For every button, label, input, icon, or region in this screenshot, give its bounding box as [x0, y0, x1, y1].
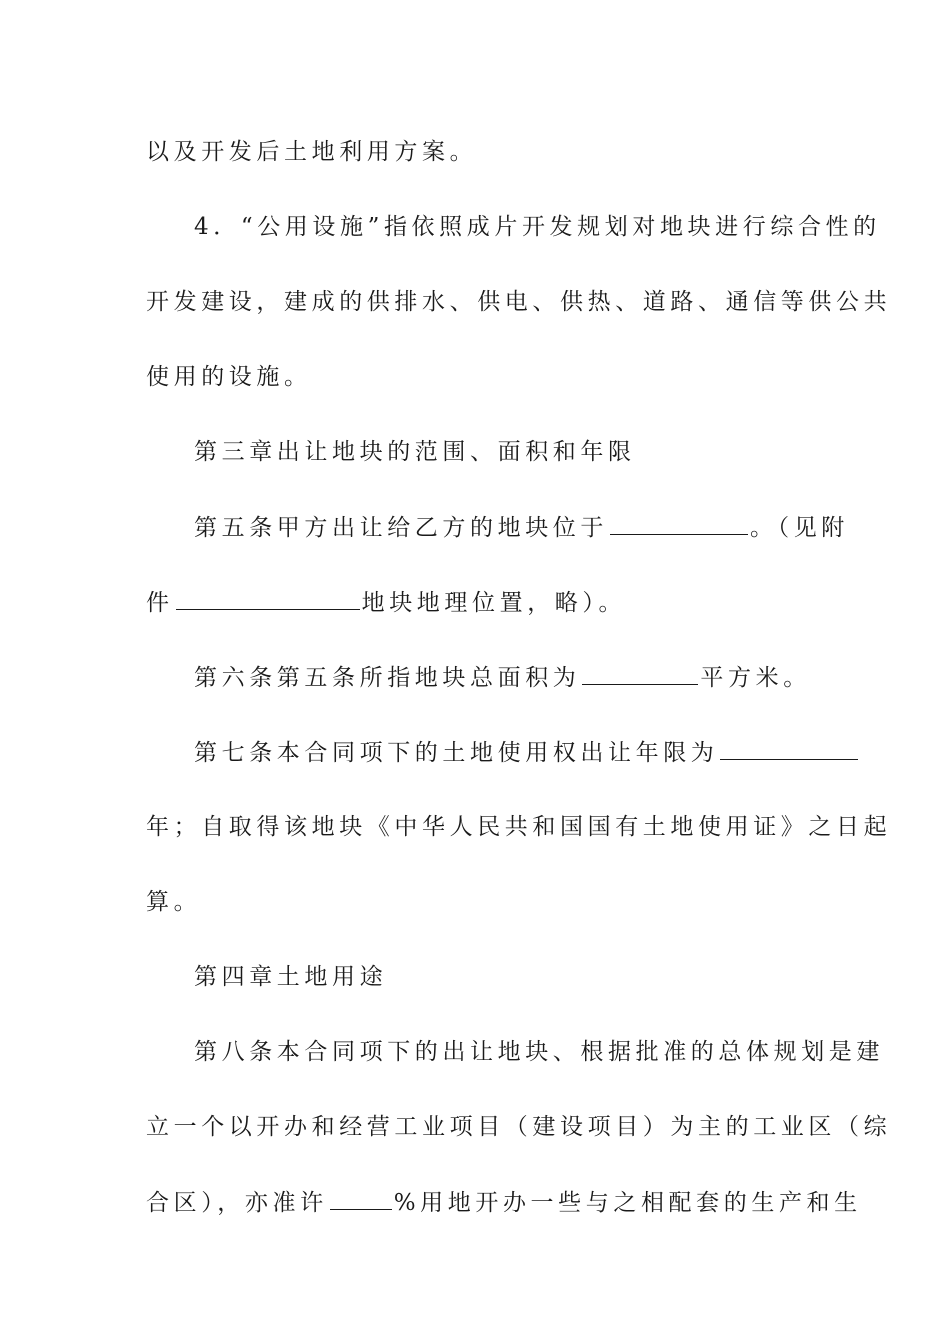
paragraph-line: [146, 587, 626, 618]
text: 第七条本合同项下的土地使用权出让年限为: [194, 740, 719, 766]
paragraph-line: [146, 1112, 891, 1142]
paragraph-line: [194, 512, 849, 543]
fill-in-blank: [720, 737, 858, 760]
fill-in-blank: [610, 512, 748, 535]
text: 以及开发后土地利用方案。: [146, 139, 478, 165]
fill-in-blank: [176, 587, 360, 610]
text: 第五条甲方出让给乙方的地块位于: [194, 515, 608, 541]
text: 年；自取得该地块《中华人民共和国国有土地使用证》之日起: [146, 814, 892, 840]
text: 第八条本合同项下的出让地块、根据批准的总体规划是建: [194, 1039, 884, 1065]
text: 第三章出让地块的范围、面积和年限: [194, 439, 636, 465]
text: 合区），亦准许: [146, 1190, 328, 1216]
fill-in-blank: [582, 662, 698, 685]
paragraph-line: [194, 737, 860, 768]
paragraph-line: [146, 287, 891, 317]
paragraph-line: [194, 662, 811, 693]
text: %用地开办一些与之相配套的生产和生: [393, 1190, 862, 1216]
text: 件: [146, 590, 174, 616]
paragraph-line: [146, 1187, 862, 1218]
chapter-heading: [194, 962, 387, 992]
text: 第四章土地用途: [194, 964, 388, 990]
text: 算。: [146, 889, 202, 915]
paragraph-line: [194, 212, 881, 242]
paragraph-line: [194, 1037, 884, 1067]
text: 4．“公用设施”指依照成片开发规划对地块进行综合性的: [194, 214, 881, 240]
text: 。（见附: [750, 515, 849, 541]
paragraph-line: [146, 137, 477, 167]
text: 地块地理位置，略）。: [361, 590, 627, 616]
text: 立一个以开办和经营工业项目（建设项目）为主的工业区（综: [146, 1114, 892, 1140]
text: 开发建设，建成的供排水、供电、供热、道路、通信等供公共: [146, 289, 892, 315]
paragraph-line: [146, 362, 312, 392]
text: 使用的设施。: [146, 364, 312, 390]
chapter-heading: [194, 437, 636, 467]
paragraph-line: [146, 887, 201, 917]
paragraph-line: [146, 812, 891, 842]
fill-in-blank: [330, 1187, 392, 1210]
text: 第六条第五条所指地块总面积为: [194, 665, 581, 691]
text: 平方米。: [700, 665, 811, 691]
